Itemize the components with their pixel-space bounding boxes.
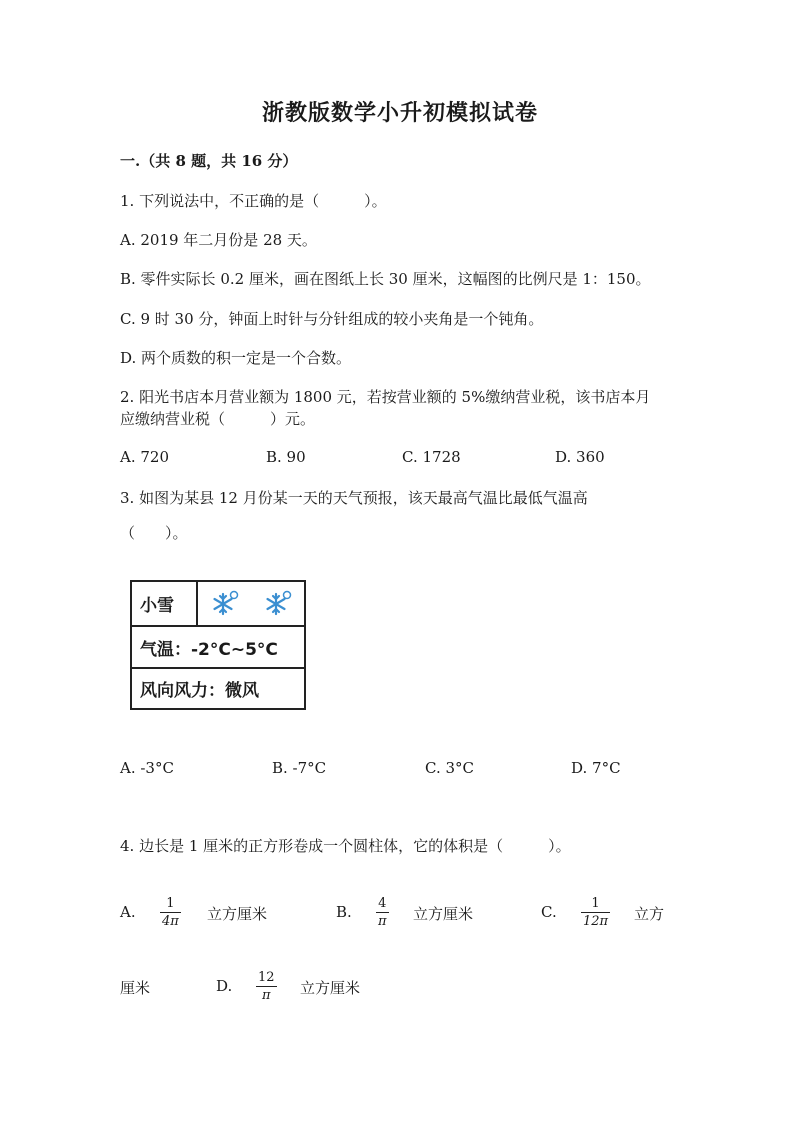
q2-option-d: D. 360 — [555, 448, 605, 466]
fraction-bar — [376, 912, 389, 913]
q4-option-a-label: A. — [120, 903, 136, 921]
weather-temperature: 气温：-2°C~5°C — [140, 639, 278, 660]
q4-option-b-label: B. — [336, 903, 352, 921]
q2-option-c: C. 1728 — [402, 448, 461, 466]
q4-option-d-label: D. — [216, 977, 233, 995]
weather-row-temperature — [132, 627, 304, 669]
fraction-numerator: 1 — [591, 896, 600, 911]
weather-wind: 风向风力：微风 — [140, 681, 259, 701]
q4-option-c-unit-part1: 立方 — [634, 905, 665, 923]
page-title: 浙教版数学小升初模拟试卷 — [261, 100, 538, 126]
q3-option-a: A. -3°C — [120, 759, 174, 777]
weather-row-wind — [132, 669, 304, 708]
weather-condition-label: 小雪 — [132, 582, 198, 625]
q1-option-c: C. 9 时 30 分，钟面上时针与分针组成的较小夹角是一个钝角。 — [120, 310, 544, 328]
q4-option-c-unit-part2: 厘米 — [120, 979, 151, 997]
fraction-numerator: 12 — [258, 970, 275, 985]
fraction-denominator: π — [262, 988, 271, 1003]
q3-option-c: C. 3°C — [425, 759, 474, 777]
q3-option-d: D. 7°C — [571, 759, 621, 777]
q2-stem-line2: 应缴纳营业税（ ）元。 — [120, 410, 316, 428]
snowflake-icon — [210, 589, 240, 619]
q3-stem-line1: 3. 如图为某县 12 月份某一天的天气预报，该天最高气温比最低气温高 — [120, 489, 588, 507]
section-heading: 一.（共 8 题，共 16 分） — [120, 152, 298, 170]
fraction-denominator: 4π — [162, 914, 179, 929]
fraction-numerator: 4 — [378, 896, 387, 911]
q1-option-b: B. 零件实际长 0.2 厘米，画在图纸上长 30 厘米，这幅图的比例尺是 1：150。 — [120, 270, 651, 288]
q2-stem-line1: 2. 阳光书店本月营业额为 1800 元，若按营业额的 5%缴纳营业税，该书店本月 — [120, 388, 651, 406]
q4-option-a-unit: 立方厘米 — [207, 905, 268, 923]
weather-row-condition — [132, 582, 304, 627]
q4-option-c-fraction — [581, 896, 610, 929]
fraction-denominator: 12π — [583, 914, 609, 929]
fraction-bar — [160, 912, 181, 913]
q4-option-b-fraction — [376, 896, 389, 929]
q1-option-d: D. 两个质数的积一定是一个合数。 — [120, 349, 352, 367]
fraction-bar — [256, 986, 277, 987]
q2-option-b: B. 90 — [266, 448, 306, 466]
q4-option-c-label: C. — [541, 903, 557, 921]
q4-option-a-fraction — [160, 896, 181, 929]
weather-forecast-box — [130, 580, 306, 710]
q4-option-d-unit: 立方厘米 — [300, 979, 361, 997]
snowflake-icon — [263, 589, 293, 619]
fraction-numerator: 1 — [166, 896, 175, 911]
q1-option-a: A. 2019 年二月份是 28 天。 — [120, 231, 317, 249]
fraction-denominator: π — [378, 914, 387, 929]
q4-option-d-fraction — [256, 970, 277, 1003]
q4-option-b-unit: 立方厘米 — [413, 905, 474, 923]
q3-option-b: B. -7°C — [272, 759, 327, 777]
q3-stem-line2: （ ）。 — [120, 524, 188, 542]
q1-stem: 1. 下列说法中，不正确的是（ ）。 — [120, 192, 387, 210]
weather-icons — [198, 582, 304, 625]
fraction-bar — [581, 912, 610, 913]
q2-option-a: A. 720 — [120, 448, 169, 466]
q4-stem: 4. 边长是 1 厘米的正方形卷成一个圆柱体，它的体积是（ ）。 — [120, 837, 571, 855]
